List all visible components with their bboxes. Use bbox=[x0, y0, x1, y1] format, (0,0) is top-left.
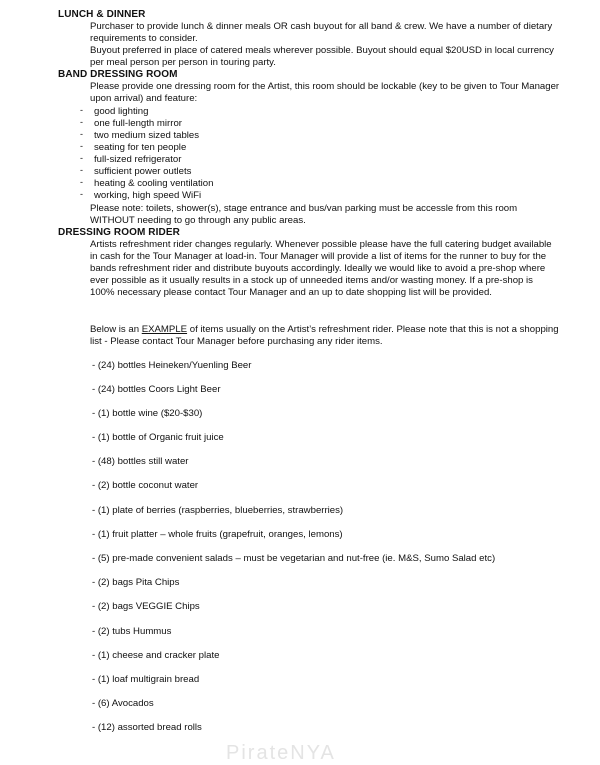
dressing-room-intro: Please provide one dressing room for the Artist, this room should be lockable (key to be given to Tour Manager upon arrival) and feature: bbox=[90, 81, 560, 104]
bullet-dash: - bbox=[80, 141, 83, 151]
list-item: - working, high speed WiFi bbox=[80, 189, 202, 201]
bullet-dash: - bbox=[80, 177, 83, 187]
dressing-room-rider-heading: DRESSING ROOM RIDER bbox=[58, 227, 180, 238]
list-item: - seating for ten people bbox=[80, 141, 187, 153]
rider-item: - (6) Avocados bbox=[92, 698, 154, 709]
rider-item: - (5) pre-made convenient salads – must be vegetarian and nut-free (ie. M&S, Sumo Salad etc) bbox=[92, 553, 496, 564]
lunch-paragraph-2: Buyout preferred in place of catered meals wherever possible. Buyout should equal $20USD in local currency per meal person per person in touring party. bbox=[90, 45, 554, 68]
rider-item: - (12) assorted bread rolls bbox=[92, 722, 202, 733]
rider-item: - (2) bottle coconut water bbox=[92, 480, 199, 491]
rider-item: - (1) fruit platter – whole fruits (grapefruit, oranges, lemons) bbox=[92, 529, 343, 540]
bullet-dash: - bbox=[80, 153, 83, 163]
bullet-dash: - bbox=[80, 165, 83, 175]
rider-item: - (48) bottles still water bbox=[92, 456, 189, 467]
lunch-paragraph-1: Purchaser to provide lunch & dinner meals OR cash buyout for all band & crew. We have a number of dietary requirements to consider. bbox=[90, 21, 553, 44]
rider-item: - (2) bags Pita Chips bbox=[92, 577, 180, 588]
bullet-dash: - bbox=[80, 129, 83, 139]
rider-item: - (2) tubs Hummus bbox=[92, 626, 172, 637]
list-item: - one full-length mirror bbox=[80, 117, 182, 129]
rider-item: - (1) loaf multigrain bread bbox=[92, 674, 200, 685]
dressing-room-note: Please note: toilets, shower(s), stage entrance and bus/van parking must be accessle from this room WITHOUT needing to go through any public areas. bbox=[90, 203, 518, 226]
list-item: - full-sized refrigerator bbox=[80, 153, 182, 165]
rider-item: - (1) cheese and cracker plate bbox=[92, 650, 220, 661]
rider-item: - (1) bottle wine ($20-$30) bbox=[92, 408, 203, 419]
rider-item: - (1) plate of berries (raspberries, blueberries, strawberries) bbox=[92, 505, 344, 516]
rider-item: - (24) bottles Heineken/Yuenling Beer bbox=[92, 360, 252, 371]
watermark: PirateNYA bbox=[226, 742, 336, 764]
band-dressing-room-heading: BAND DRESSING ROOM bbox=[58, 69, 178, 80]
rider-paragraph-1: Artists refreshment rider changes regularly. Whenever possible please have the full catering budget available in cash for the Tour Manager at load-in. Tour Manager will provide a list of items for the runner to buy for the bands refreshment rider and distribute buyouts accordingly. Ideally we would like to avoid a pre-shop where ever possible as it usually results in a stock up of unneeded items and/or wasting money. If a pre-shop is 100% necessary please contact Tour Manager and an up to date shopping list will be provided. bbox=[90, 239, 552, 298]
rider-paragraph-2: Below is an EXAMPLE of items usually on the Artist’s refreshment rider. Please note that this is not a shopping list - Please contact Tour Manager before purchasing any rider items. bbox=[90, 324, 559, 347]
list-item: - heating & cooling ventilation bbox=[80, 177, 214, 189]
list-item: - good lighting bbox=[80, 105, 149, 117]
bullet-dash: - bbox=[80, 105, 83, 115]
bullet-dash: - bbox=[80, 189, 83, 199]
lunch-dinner-heading: LUNCH & DINNER bbox=[58, 9, 146, 20]
rider-item: - (1) bottle of Organic fruit juice bbox=[92, 432, 224, 443]
list-item: - two medium sized tables bbox=[80, 129, 200, 141]
bullet-dash: - bbox=[80, 117, 83, 127]
rider-item: - (2) bags VEGGIE Chips bbox=[92, 601, 200, 612]
example-underlined: EXAMPLE bbox=[141, 324, 188, 335]
dressing-room-feature-list bbox=[80, 106, 213, 202]
rider-item: - (24) bottles Coors Light Beer bbox=[92, 384, 221, 395]
list-item: - sufficient power outlets bbox=[80, 165, 192, 177]
